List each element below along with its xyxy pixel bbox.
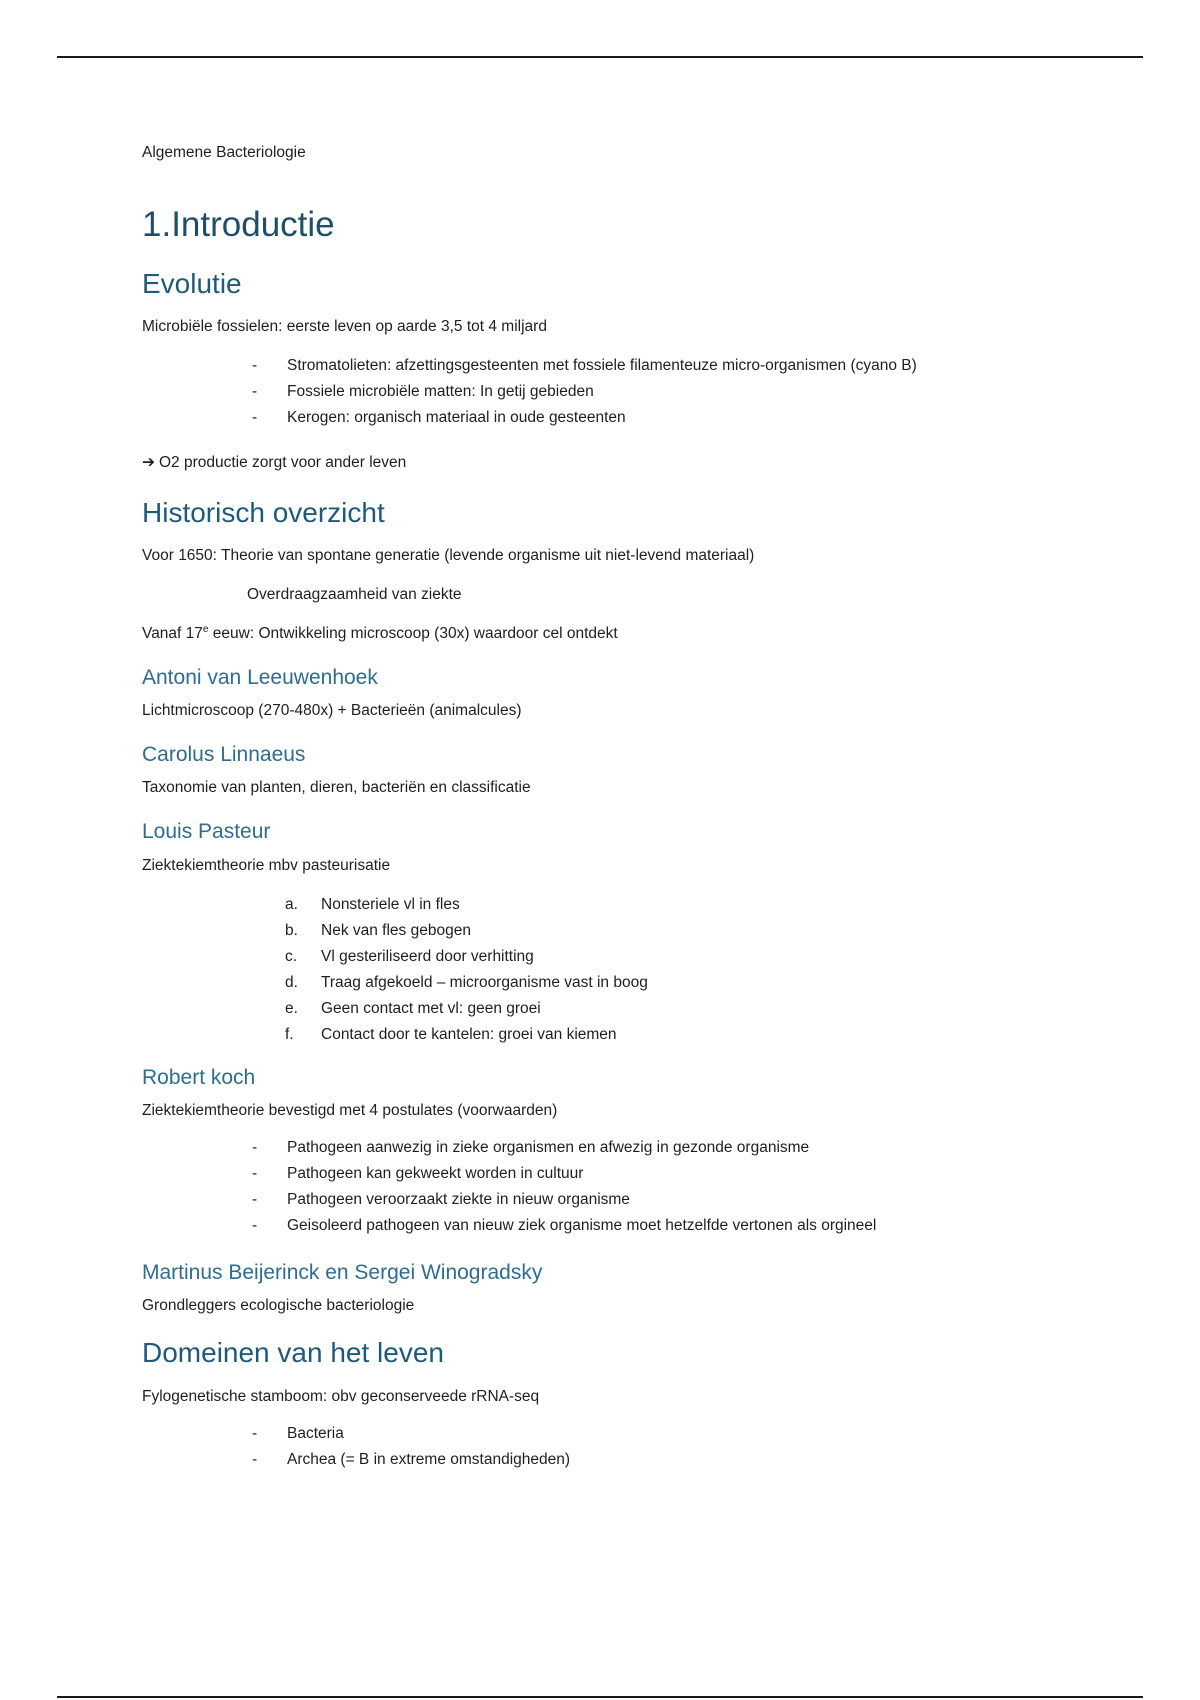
- list-text: Nonsteriele vl in fles: [321, 895, 460, 913]
- subheading-leeuwenhoek: Antoni van Leeuwenhoek: [142, 665, 378, 689]
- paragraph: Fylogenetische stamboom: obv geconserveede rRNA-seq: [142, 1387, 540, 1405]
- footer-rule: [57, 1696, 1143, 1698]
- chapter-title: 1.Introductie: [142, 205, 335, 244]
- paragraph: Ziektekiemtheorie mbv pasteurisatie: [142, 856, 391, 874]
- paragraph: Grondleggers ecologische bacteriologie: [142, 1296, 415, 1314]
- subheading-beijerinck: Martinus Beijerinck en Sergei Winogradsky: [142, 1260, 543, 1284]
- document-page: [142, 144, 1042, 1495]
- list-item: - Archea (= B in extreme omstandigheden): [142, 1447, 1042, 1473]
- header-rule: [57, 56, 1143, 58]
- paragraph: Microbiële fossielen: eerste leven op aarde 3,5 tot 4 miljard: [142, 318, 547, 336]
- list-item: [142, 1022, 1042, 1048]
- text-run: eeuw: Ontwikkeling microscoop (30x) waardoor cel ontdekt: [208, 624, 618, 642]
- pasteur-steps: [142, 892, 1042, 1048]
- paragraph: Taxonomie van planten, dieren, bacteriën en classificatie: [142, 779, 531, 797]
- paragraph: Lichtmicroscoop (270-480x) + Bacterieën (animalcules): [142, 702, 522, 720]
- superscript: e: [202, 623, 209, 635]
- section-heading-domeinen: Domeinen van het leven: [142, 1337, 444, 1369]
- list-item: - Pathogeen veroorzaakt ziekte in nieuw organisme: [142, 1187, 1042, 1213]
- list-text: Contact door te kantelen: groei van kiemen: [321, 1025, 617, 1043]
- list-item: - Fossiele microbiële matten: In getij gebieden: [142, 379, 1042, 405]
- list-text: Traag afgekoeld – microorganisme vast in boog: [321, 973, 648, 991]
- list-text: Nek van fles gebogen: [321, 921, 471, 939]
- running-title: Algemene Bacteriologie: [142, 144, 306, 161]
- list-item: [142, 918, 1042, 944]
- list-item: - Stromatolieten: afzettingsgesteenten met fossiele filamenteuze micro-organismen (cyano B): [142, 353, 1042, 379]
- subheading-linnaeus: Carolus Linnaeus: [142, 743, 306, 767]
- section-heading-historisch: Historisch overzicht: [142, 496, 385, 528]
- list-item: - Pathogeen kan gekweekt worden in cultuur: [142, 1161, 1042, 1187]
- list-marker: b.: [285, 921, 298, 939]
- list-item: [142, 944, 1042, 970]
- conclusion-text: O2 productie zorgt voor ander leven: [159, 454, 407, 472]
- section-heading-evolutie: Evolutie: [142, 267, 242, 299]
- list-marker: e.: [285, 999, 298, 1017]
- list-marker: d.: [285, 973, 298, 991]
- text-run: Vanaf 17: [142, 624, 203, 642]
- list-marker: f.: [285, 1025, 294, 1043]
- arrow-right-icon: ➔: [142, 454, 155, 472]
- list-marker: a.: [285, 895, 298, 913]
- list-marker: c.: [285, 947, 298, 965]
- list-item: - Geisoleerd pathogeen van nieuw ziek organisme moet hetzelfde vertonen als orgineel: [142, 1213, 1042, 1239]
- list-text: Geen contact met vl: geen groei: [321, 999, 541, 1017]
- domeinen-list: [142, 1421, 1042, 1473]
- conclusion-line: [142, 453, 1042, 473]
- list-item: [142, 892, 1042, 918]
- list-item: - Bacteria: [142, 1421, 1042, 1447]
- koch-postulates: [142, 1135, 1042, 1239]
- paragraph: Ziektekiemtheorie bevestigd met 4 postulates (voorwaarden): [142, 1101, 558, 1119]
- list-item: [142, 996, 1042, 1022]
- subheading-koch: Robert koch: [142, 1065, 256, 1089]
- list-item: [142, 970, 1042, 996]
- list-text: Vl gesteriliseerd door verhitting: [321, 947, 534, 965]
- evolutie-list: [142, 353, 1042, 431]
- subheading-pasteur: Louis Pasteur: [142, 820, 271, 844]
- paragraph: [142, 623, 1042, 644]
- list-item: - Kerogen: organisch materiaal in oude gesteenten: [142, 405, 1042, 431]
- paragraph-indented: Overdraagzaamheid van ziekte: [247, 585, 462, 603]
- list-item: - Pathogeen aanwezig in zieke organismen en afwezig in gezonde organisme: [142, 1135, 1042, 1161]
- paragraph: Voor 1650: Theorie van spontane generatie (levende organisme uit niet-levend materiaal): [142, 547, 755, 565]
